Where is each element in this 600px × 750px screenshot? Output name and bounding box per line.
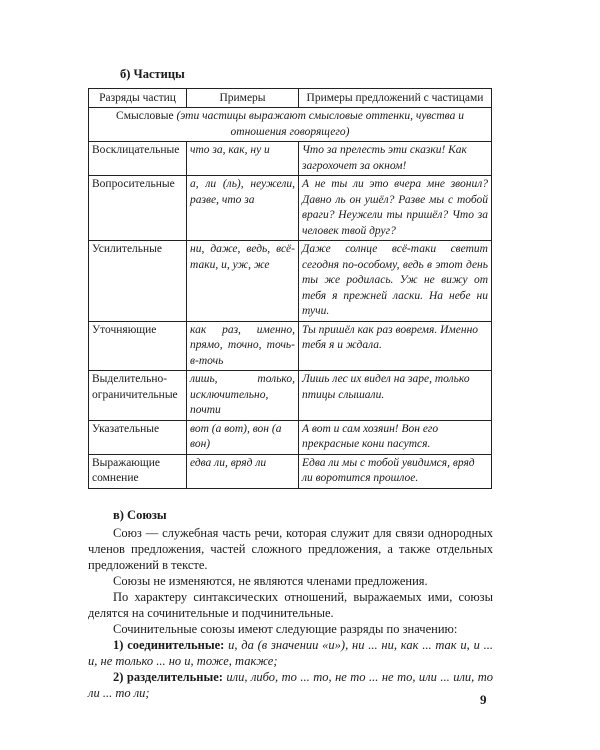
- row-category: Выделительно-ограничительные: [89, 371, 187, 421]
- table-row: [89, 371, 492, 421]
- column-header-examples: Примеры: [187, 89, 299, 108]
- row-sentences: Ты пришёл как раз вовремя. Именно тебя я и ждала.: [299, 321, 492, 371]
- item-text-disjunctive: или, либо, то ... то, не то ... не то, или ... или, то ли ... то ли;: [88, 670, 494, 700]
- conjunctions-text: [88, 525, 493, 701]
- row-examples: ни, даже, ведь, всё-таки, и, уж, же: [187, 241, 299, 322]
- list-item: [88, 669, 493, 701]
- paragraph-coordinating-intro: Сочинительные союзы имеют следующие разряды по значению:: [113, 622, 458, 636]
- paragraph-classification: По характеру синтаксических отношений, выражаемых ими, союзы делятся на сочинительные и подчинительные.: [88, 590, 493, 620]
- particles-heading: б) Частицы: [120, 67, 185, 81]
- page-number: 9: [480, 692, 487, 707]
- item-text-connective: и, да (в значении «и»), ни ... ни, как ... так и, и ... и, не только ... но и, тоже, также;: [88, 638, 494, 668]
- table-row: [89, 420, 492, 454]
- row-sentences: А не ты ли это вчера мне звонил? Давно ль он ушёл? Разве мы с тобой враги? Неужели ты пришёл? Что за человек твой друг?: [299, 176, 492, 241]
- row-category: Вопросительные: [89, 176, 187, 241]
- particles-table: [88, 88, 492, 489]
- item-label-disjunctive: 2) разделительные:: [113, 670, 223, 684]
- row-examples: что за, как, ну и: [187, 142, 299, 176]
- table-row: [89, 241, 492, 322]
- row-sentences: Едва ли мы с тобой увидимся, вряд ли воротится прошлое.: [299, 454, 492, 488]
- row-sentences: Что за прелесть эти сказки! Как загрохочет за окном!: [299, 142, 492, 176]
- conjunctions-heading: в) Союзы: [113, 508, 167, 522]
- list-item: [88, 637, 493, 669]
- row-examples: едва ли, вряд ли: [187, 454, 299, 488]
- paragraph-invariability: Союзы не изменяются, не являются членами предложения.: [113, 574, 428, 588]
- row-examples: лишь, только, исключительно, почти: [187, 371, 299, 421]
- table-row: [89, 321, 492, 371]
- table-row: [89, 176, 492, 241]
- item-label-connective: 1) соединительные:: [113, 638, 225, 652]
- semantic-particles-subheader: [89, 108, 492, 142]
- row-category: Усилительные: [89, 241, 187, 322]
- row-category: Восклицательные: [89, 142, 187, 176]
- subheader-description: (эти частицы выражают смысловые оттенки, чувства и отношения говорящего): [176, 110, 464, 138]
- row-examples: вот (а вот), вон (а вон): [187, 420, 299, 454]
- paragraph-definition: Союз — служебная часть речи, которая служит для связи однородных членов предложения, частей сложного предложения, а также отдельных предложений в тексте.: [88, 526, 493, 572]
- row-sentences: Даже солнце всё-таки светит сегодня по-особому, ведь в этот день ты же родилась. Уж не вижу от тебя я прежней ласки. На небе ни тучи.: [299, 241, 492, 322]
- column-header-categories: Разряды частиц: [89, 89, 187, 108]
- row-examples: а, ли (ль), неужели, разве, что за: [187, 176, 299, 241]
- row-category: Выражающие сомнение: [89, 454, 187, 488]
- row-category: Указательные: [89, 420, 187, 454]
- table-row: [89, 454, 492, 488]
- row-category: Уточняющие: [89, 321, 187, 371]
- table-header-row: [89, 89, 492, 108]
- subheader-label: Смысловые: [116, 110, 174, 122]
- table-row: [89, 142, 492, 176]
- column-header-sentences: Примеры предложений с частицами: [299, 89, 492, 108]
- table-subheader-row: [89, 108, 492, 142]
- row-examples: как раз, именно, прямо, точно, точь-в-точь: [187, 321, 299, 371]
- row-sentences: А вот и сам хозяин! Вон его прекрасные кони пасутся.: [299, 420, 492, 454]
- row-sentences: Лишь лес их видел на заре, только птицы слышали.: [299, 371, 492, 421]
